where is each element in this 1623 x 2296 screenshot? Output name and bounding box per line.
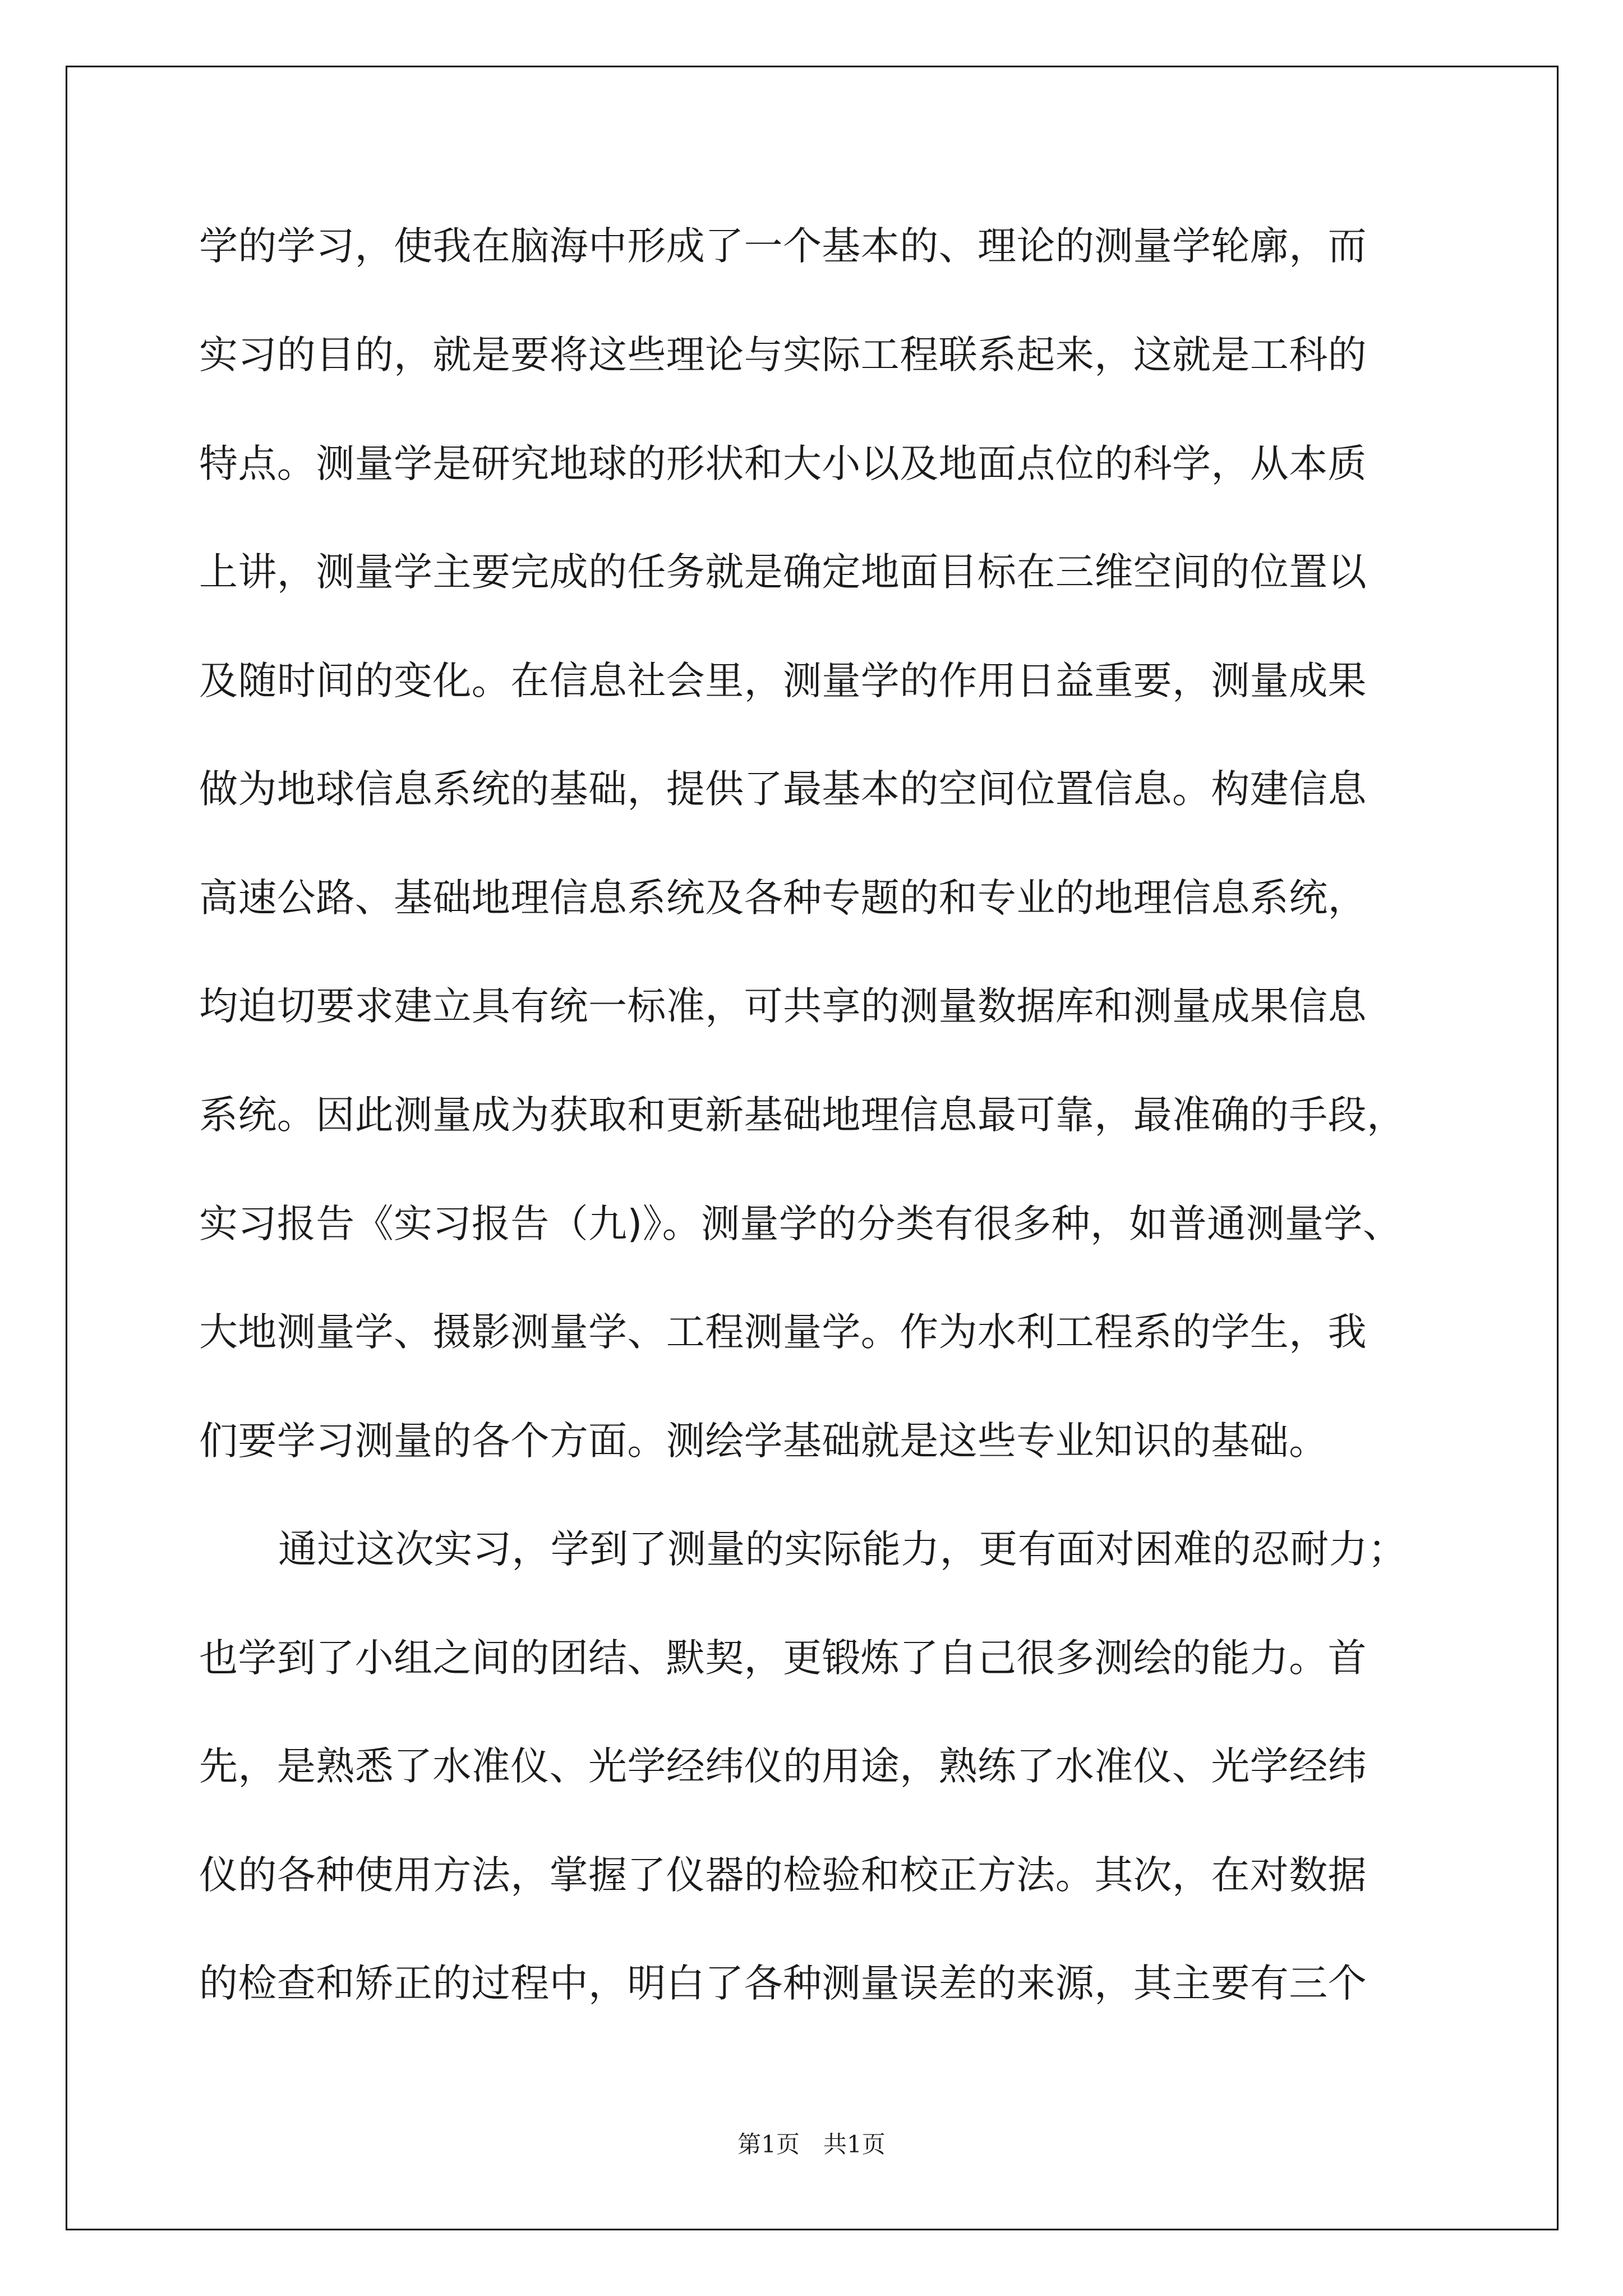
- body-text-line: 仪的各种使用方法，掌握了仪器的检验和校正方法。其次，在对数据: [199, 1853, 1367, 1898]
- body-text-line: 的检查和矫正的过程中，明白了各种测量误差的来源，其主要有三个: [199, 1961, 1367, 2006]
- body-text-line: 实习报告《实习报告（九)》。测量学的分类有很多种，如普通测量学、: [199, 1202, 1402, 1246]
- body-text-line: 及随时间的变化。在信息社会里，测量学的作用日益重要，测量成果: [199, 659, 1367, 703]
- page-border: [66, 66, 1559, 2230]
- body-text-line: 大地测量学、摄影测量学、工程测量学。作为水利工程系的学生，我: [199, 1310, 1367, 1355]
- body-text-line: 们要学习测量的各个方面。测绘学基础就是这些专业知识的基础。: [199, 1419, 1328, 1464]
- body-text-line: 均迫切要求建立具有统一标准，可共享的测量数据库和测量成果信息: [199, 984, 1367, 1029]
- body-text-line: 特点。测量学是研究地球的形状和大小以及地面点位的科学，从本质: [199, 441, 1367, 486]
- body-text-line: 实习的目的，就是要将这些理论与实际工程联系起来，这就是工科的: [199, 333, 1367, 378]
- page-footer: 第1页 共1页: [737, 2131, 886, 2158]
- body-text-line: 先，是熟悉了水准仪、光学经纬仪的用途，熟练了水准仪、光学经纬: [199, 1744, 1367, 1789]
- paragraph-first-line: 通过这次实习，学到了测量的实际能力，更有面对困难的忍耐力；: [278, 1527, 1407, 1572]
- body-text-line: 学的学习，使我在脑海中形成了一个基本的、理论的测量学轮廓，而: [199, 224, 1367, 269]
- body-text-line: 系统。因此测量成为获取和更新基础地理信息最可靠，最准确的手段，: [199, 1093, 1406, 1138]
- body-text-line: 做为地球信息系统的基础，提供了最基本的空间位置信息。构建信息: [199, 767, 1367, 812]
- body-text-line: 也学到了小组之间的团结、默契，更锻炼了自己很多测绘的能力。首: [199, 1636, 1367, 1681]
- body-text-line: 上讲，测量学主要完成的任务就是确定地面目标在三维空间的位置以: [199, 550, 1367, 595]
- body-text-line: 高速公路、基础地理信息系统及各种专题的和专业的地理信息系统，: [199, 876, 1367, 921]
